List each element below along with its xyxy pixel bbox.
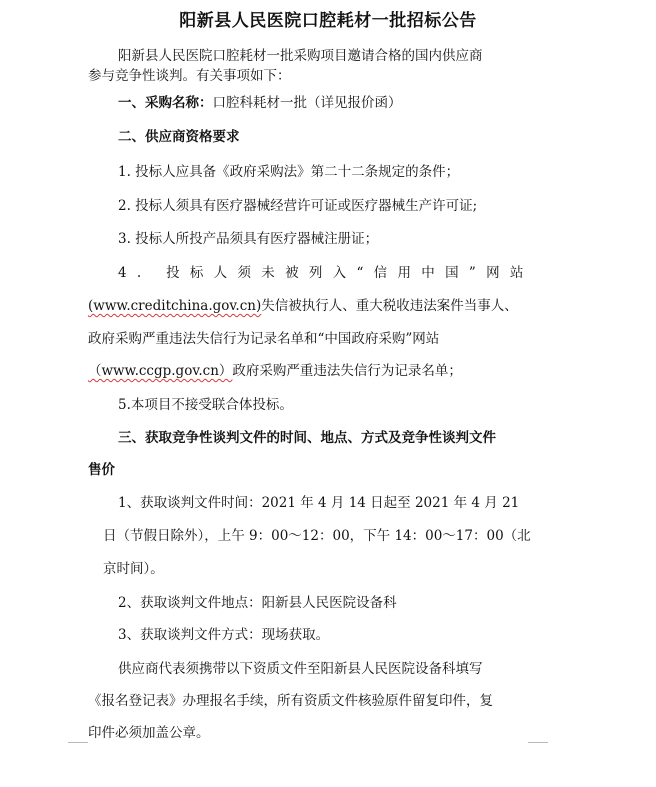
section3-heading-line-1: 三、获取竞争性谈判文件的时间、地点、方式及竞争性谈判文件 xyxy=(118,430,496,446)
note-line-2: 《报名登记表》办理报名手续，所有资质文件核验原件留复印件，复 xyxy=(88,693,493,709)
section1-line xyxy=(118,94,402,112)
qualification-item-5: 5.本项目不接受联合体投标。 xyxy=(118,397,293,413)
page-corner-mark-left xyxy=(68,742,88,743)
qualification-item-4-line-4-text: 政府采购严重违法失信行为记录名单； xyxy=(232,363,462,379)
acquisition-time-line-1: 1、获取谈判文件时间：2021 年 4 月 14 日起至 2021 年 4 月 21 xyxy=(118,495,520,511)
acquisition-time-line-3: 京时间）。 xyxy=(103,561,164,577)
qualification-item-3: 3. 投标人所投产品须具有医疗器械注册证； xyxy=(118,231,379,247)
qualification-item-4-line-4 xyxy=(88,362,462,380)
qualification-item-2: 2. 投标人须具有医疗器械经营许可证或医疗器械生产许可证; xyxy=(118,198,478,214)
acquisition-method: 3、获取谈判文件方式：现场获取。 xyxy=(118,627,330,643)
qualification-item-4-line-3: 政府采购严重违法失信行为记录名单和“中国政府采购”网站 xyxy=(88,331,440,347)
section1-heading: 一、采购名称： xyxy=(118,95,213,111)
qualification-item-1: 1. 投标人应具备《政府采购法》第二十二条规定的条件； xyxy=(118,164,460,180)
acquisition-place: 2、获取谈判文件地点：阳新县人民医院设备科 xyxy=(118,595,397,611)
acquisition-time-line-2: 日（节假日除外），上午 9：00～12：00，下午 14：00～17：00（北 xyxy=(103,528,531,544)
qualification-item-4-line-2 xyxy=(88,297,518,315)
ccgp-url: （www.ccgp.gov.cn） xyxy=(88,363,233,379)
qualification-item-4-line-2-text: 失信被执行人、重大税收违法案件当事人、 xyxy=(261,298,518,314)
qualification-item-4-line-1: 4. 投标人须未被列入“信用中国”网站 xyxy=(118,265,534,281)
intro-line-1: 阳新县人民医院口腔耗材一批采购项目邀请合格的国内供应商 xyxy=(118,48,483,64)
creditchina-url: (www.creditchina.gov.cn) xyxy=(88,298,262,314)
intro-line-2: 参与竞争性谈判。有关事项如下： xyxy=(88,68,291,84)
page-corner-mark-right xyxy=(528,742,548,743)
note-line-1: 供应商代表须携带以下资质文件至阳新县人民医院设备科填写 xyxy=(118,661,483,677)
section2-heading: 二、供应商资格要求 xyxy=(118,129,240,145)
section3-heading-line-2: 售价 xyxy=(88,462,115,478)
section1-value: 口腔科耗材一批（详见报价函） xyxy=(212,95,402,111)
note-line-3: 印件必须加盖公章。 xyxy=(88,725,210,741)
page-title: 阳新县人民医院口腔耗材一批招标公告 xyxy=(179,11,477,31)
